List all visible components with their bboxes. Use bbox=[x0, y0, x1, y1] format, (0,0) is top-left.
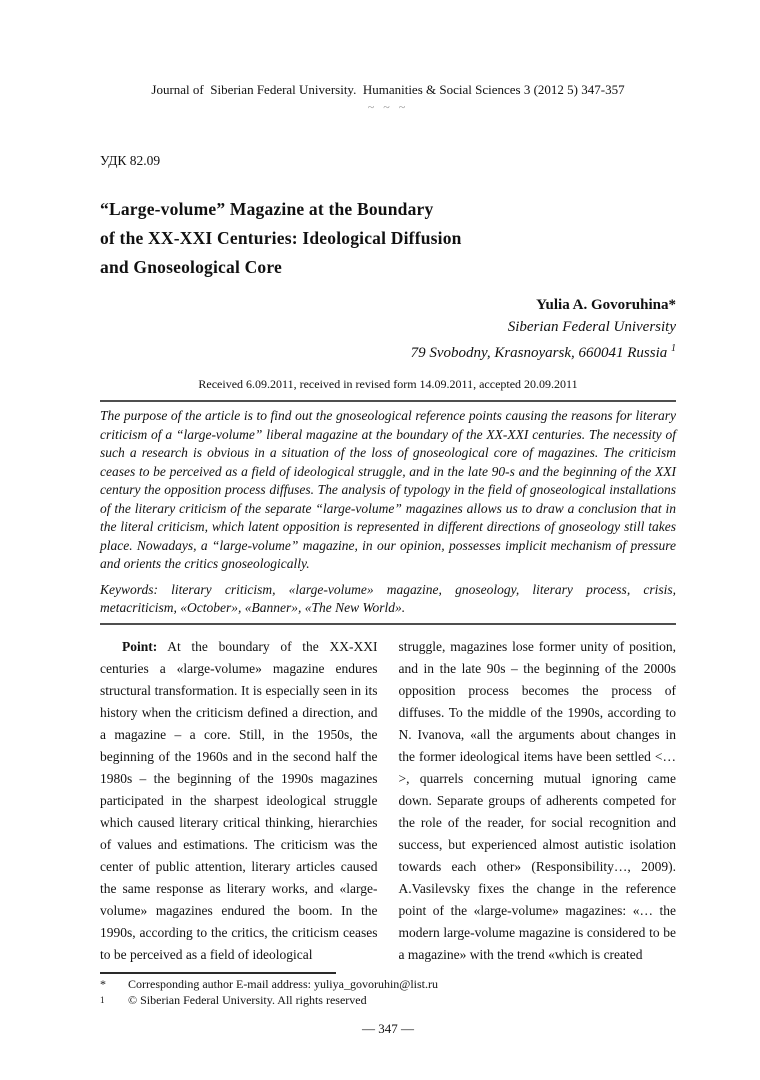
article-title-line-2: of the XX-XXI Centuries: Ideological Diffusion bbox=[100, 228, 462, 248]
footnote-marker-one: 1 bbox=[100, 994, 105, 1005]
author-address bbox=[100, 338, 676, 364]
footnote-divider bbox=[100, 972, 336, 974]
footnote-corresponding-author bbox=[100, 976, 676, 992]
article-title bbox=[100, 195, 676, 282]
journal-header: Journal of Siberian Federal University. Humanities & Social Sciences 3 (2012 5) 347-357 bbox=[151, 82, 625, 97]
body-text-left: At the boundary of the XX-XXI centuries a «large-volume» magazine endures structural transformation. It is especially seen in its history when the criticism defined a direction, and a magazine – a core. Still, in the 1950s, the beginning of the 1960s and in the second half the 1980s – the beginning of the 1990s magazines participated in the sharpest ideological struggle which caused literary critical thinking, hierarchies of values and estimations. The criticism was the center of public attention, literary articles caused the same response as literary works, and «large-volume» magazines endured the boom. In the 1990s, according to the critics, the criticism ceases to be perceived as a field of ideological bbox=[100, 638, 378, 962]
abstract-top-rule bbox=[100, 400, 676, 402]
author-block bbox=[100, 294, 676, 364]
abstract-paragraph: The purpose of the article is to find out the gnoseological reference points causing the reasons for literary criticism of a “large-volume” liberal magazine at the boundary of the XX-XXI centuries. The necessity of such a research is obvious in a situation of the loss of gnoseological core of magazines. The criticism ceases to be perceived as a field of ideological struggle, and in the late 90-s and the beginning of the XXI century the opposition process diffuses. The analysis of typology in the field of gnoseological installations of the literary criticism of the separate “large-volume” magazines allows us to draw a conclusion that in the literal criticism, which latent opposition is represented in different directions of gnoseology still takes place. Nowadays, a “large-volume” magazine, in our opinion, possesses implicit mechanism of pressure and orients the critics gnoseologically. bbox=[100, 408, 676, 571]
page-number: — 347 — bbox=[362, 1020, 414, 1036]
footnote-copyright bbox=[100, 992, 676, 1008]
received-dates: Received 6.09.2011, received in revised form 14.09.2011, accepted 20.09.2011 bbox=[198, 377, 578, 391]
body-column-left bbox=[100, 636, 378, 966]
body-columns bbox=[100, 636, 676, 966]
footnote-gap bbox=[114, 992, 128, 1008]
tilde-ornament: ~ ~ ~ bbox=[367, 100, 409, 114]
point-label: Point: bbox=[122, 638, 158, 654]
udk-code: УДК 82.09 bbox=[100, 153, 161, 168]
author-affiliation: Siberian Federal University bbox=[507, 319, 676, 335]
address-footnote-marker: 1 bbox=[671, 343, 676, 354]
author-address-text: 79 Svobodny, Krasnoyarsk, 660041 Russia bbox=[410, 345, 668, 361]
keywords-paragraph: Keywords: literary criticism, «large-volume» magazine, gnoseology, literary process, crisis, metacriticism, «October», «Banner», «The New World». bbox=[100, 581, 676, 615]
keywords-bottom-rule bbox=[100, 623, 676, 625]
body-column-right bbox=[399, 636, 677, 966]
author-name: Yulia A. Govoruhina* bbox=[536, 297, 676, 313]
footnote-gap bbox=[114, 976, 128, 992]
footnotes bbox=[100, 976, 676, 1008]
article-title-line-1: “Large-volume” Magazine at the Boundary bbox=[100, 199, 434, 219]
footnote-text-email: Corresponding author E-mail address: yuliya_govoruhin@list.ru bbox=[128, 976, 439, 991]
article-title-line-3: and Gnoseological Core bbox=[100, 257, 282, 277]
body-paragraph-right: struggle, magazines lose former unity of position, and in the late 90s – the beginning of the 2000s opposition process becomes the process of diffuses. To the middle of the 1990s, according to N. Ivanova, «all the arguments about changes in the former ideological items have been settled <…>, quarrels concerning mutual ignoring came down. Separate groups of adherents competed for the role of the reader, for social recognition and success, but experienced almost autistic isolation towards each other» (Responsibility…, 2009). A.Vasilevsky fixes the change in the reference point of the «large-volume» magazines: «… the modern large-volume magazine is considered to be a magazine» with the trend «which is created bbox=[398, 638, 676, 962]
body-paragraph-left bbox=[100, 636, 378, 966]
footnote-marker-asterisk: * bbox=[100, 976, 106, 991]
footnote-text-copyright: © Siberian Federal University. All rights reserved bbox=[128, 992, 367, 1007]
